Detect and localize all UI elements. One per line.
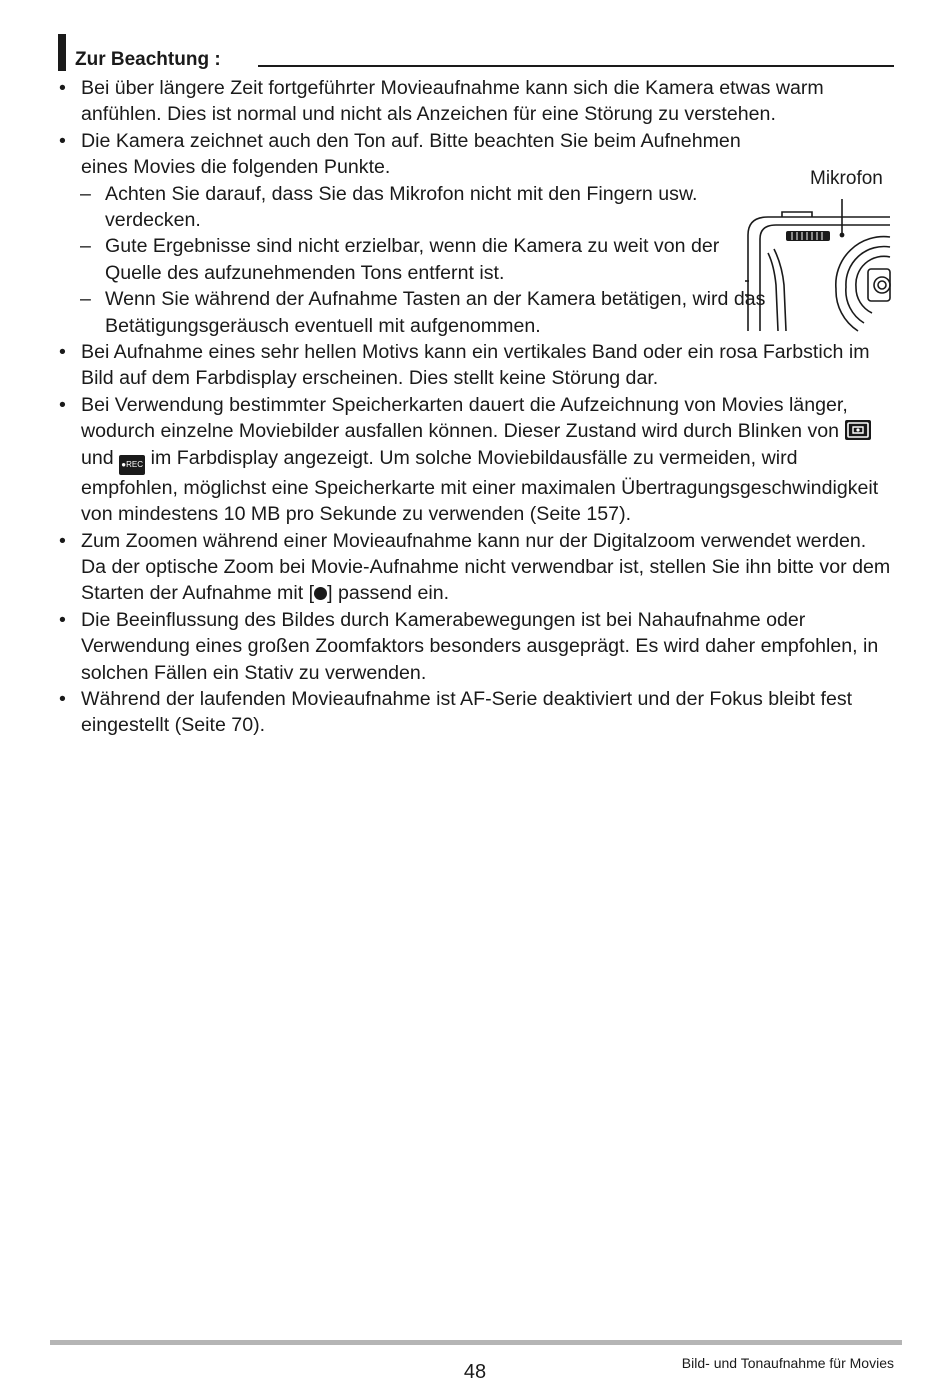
sub-item-text: Achten Sie darauf, dass Sie das Mikrofon nicht mit den Fingern usw. verdecken. [105,182,698,232]
item-text: Die Kamera zeichnet auch den Ton auf. Bitte beachten Sie beim Aufnehmen eines Movies die folgenden Punkte. [81,129,741,179]
section-heading: Zur Beachtung : [75,49,221,70]
sub-item-text: Wenn Sie während der Aufnahme Tasten an der Kamera betätigen, wird das Betätigungsgeräusch eventuell mit aufgenommen. [105,288,766,337]
list-item [56,75,896,128]
list-item [56,339,896,392]
list-item [56,607,896,686]
heading-rule [258,65,894,67]
memory-card-icon [845,420,871,440]
bullet-marker: • [59,341,66,364]
page-number: 48 [463,1361,487,1383]
sub-list-item [56,181,773,234]
notes-list [56,75,896,739]
bullet-marker: • [59,608,66,631]
heading-bar [58,34,66,71]
bullet-marker: • [59,129,66,152]
dash-marker: – [80,288,91,311]
item-text: Bei Verwendung bestimmter Speicherkarten dauert die Aufzeichnung von Movies länger, wodurch einzelne Moviebilder ausfallen können. Dieser Zustand wird durch Blinken von [81,393,848,443]
bullet-marker: • [59,529,66,552]
item-text: Zum Zoomen während einer Movieaufnahme kann nur der Digitalzoom verwendet werden. Da der optische Zoom bei Movie-Aufnahme nicht verwendbar ist, stellen Sie ihn bitte vor dem Starten der Aufnahme mit [ [81,529,891,605]
sub-list-item [56,286,773,339]
rec-icon: ●REC [119,455,145,475]
item-text: ] passend ein. [327,582,450,605]
movie-button-dot-icon [314,587,327,600]
item-text: Bei Aufnahme eines sehr hellen Motivs kann ein vertikales Band oder ein rosa Farbstich im Bild auf dem Farbdisplay erscheinen. Dies stellt keine Störung dar. [81,341,870,390]
sub-item-text: Gute Ergebnisse sind nicht erzielbar, wenn die Kamera zu weit von der Quelle des aufzunehmenden Tons entfernt ist. [105,235,720,284]
footer-section-title: Bild- und Tonaufnahme für Movies [681,1355,894,1371]
footer-rule [50,1340,902,1345]
camera-microphone-illustration [740,195,892,335]
dash-marker: – [80,235,91,258]
list-item [56,128,749,181]
bullet-marker: • [59,687,66,710]
item-text: im Farbdisplay angezeigt. Um solche Moviebildausfälle zu vermeiden, wird empfohlen, möglichst eine Speicherkarte mit einer maximalen Übertragungsgeschwindigkeit von mindestens 10 MB pro Sekunde zu verwenden (Seite 157). [81,446,879,526]
dash-marker: – [80,182,91,205]
item-text: Die Beeinflussung des Bildes durch Kamerabewegungen ist bei Nahaufnahme oder Verwendung eines großen Zoomfaktors besonders ausgeprägt. Es wird daher empfohlen, in solchen Fällen ein Stativ zu verwenden. [81,608,879,684]
sub-list-item [56,233,773,286]
microphone-label: Mikrofon [810,168,883,189]
item-text: und [81,446,114,469]
list-item [56,528,896,607]
list-item [56,392,896,528]
item-text: Während der laufenden Movieaufnahme ist AF-Serie deaktiviert und der Fokus bleibt fest eingestellt (Seite 70). [81,687,853,737]
bullet-marker: • [59,393,66,416]
list-item [56,686,896,739]
item-text: Bei über längere Zeit fortgeführter Movieaufnahme kann sich die Kamera etwas warm anfühlen. Dies ist normal und nicht als Anzeichen für eine Störung zu verstehen. [81,77,824,126]
bullet-marker: • [59,77,66,99]
